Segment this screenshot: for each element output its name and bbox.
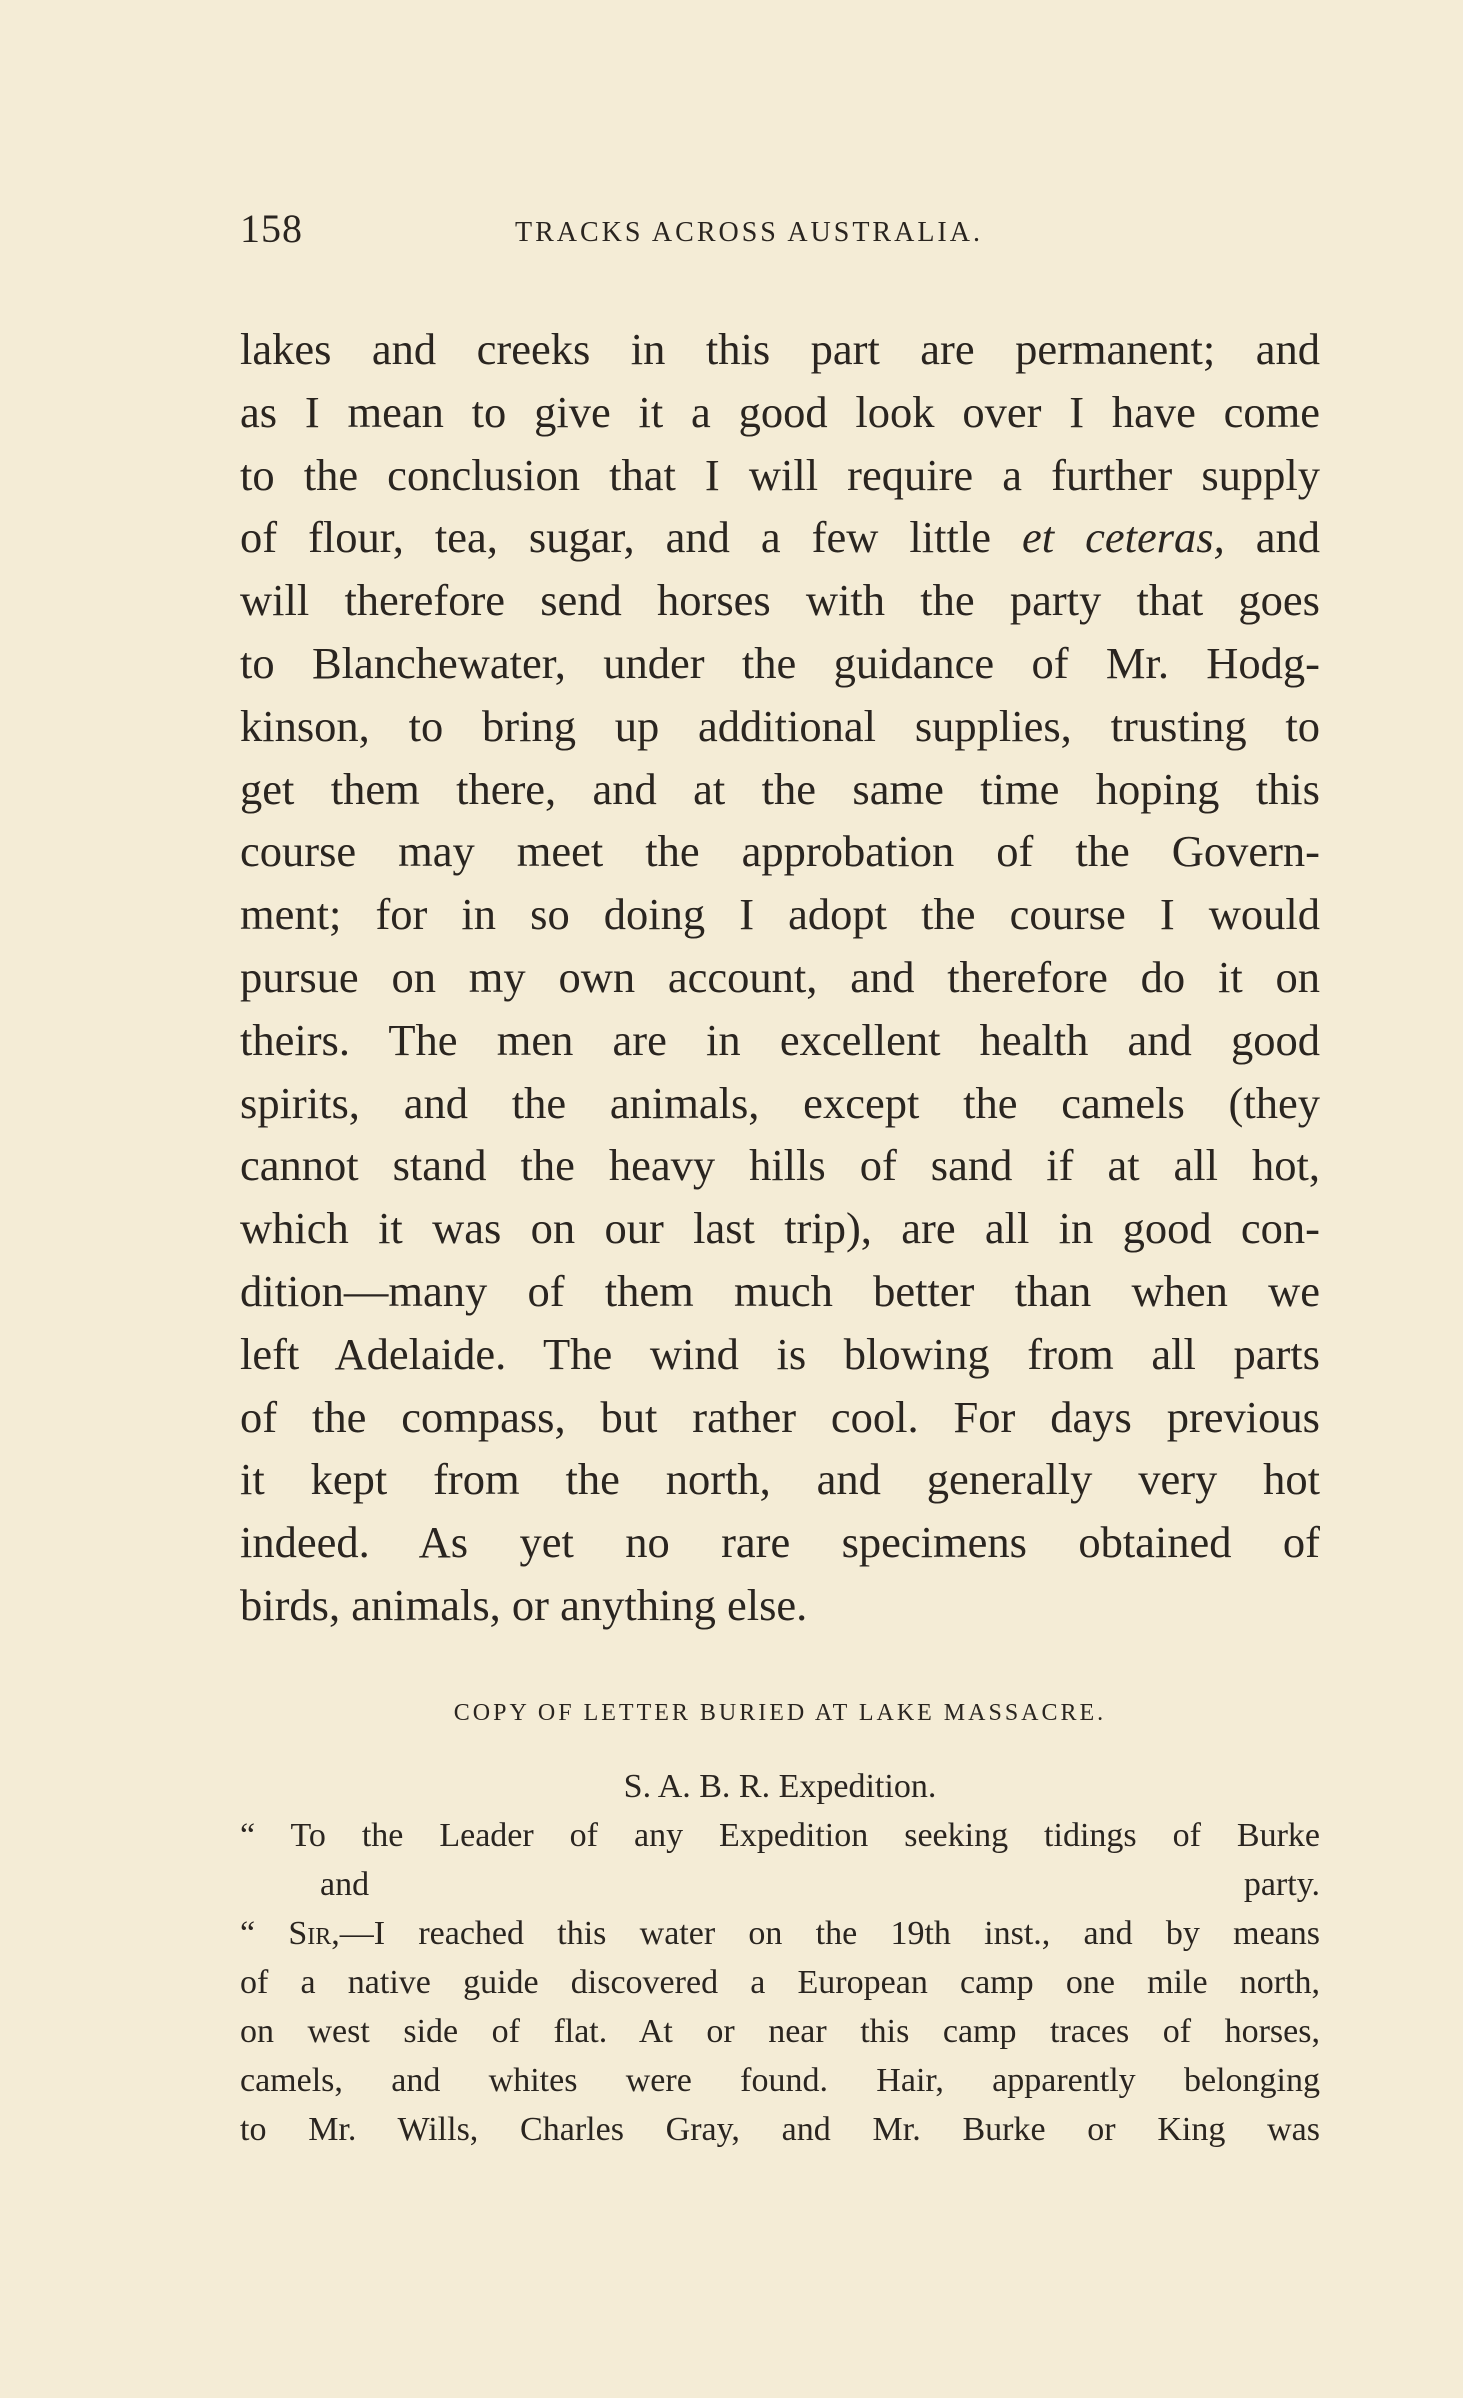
text-line: to Blanchewater, under the guidance of Mr. Hodg- [240,637,1320,688]
text-line: which it was on our last trip), are all in good con- [240,1203,1320,1254]
text-line: left Adelaide. The wind is blowing from all parts [240,1328,1320,1379]
text-line: to the conclusion that I will require a further supply [240,449,1320,500]
text-line: will therefore send horses with the party that goes [240,575,1320,626]
text-line: ment; for in so doing I adopt the course I would [240,889,1320,940]
letter-line: of a native guide discovered a European camp one mile north, [240,1964,1320,2001]
section-heading: COPY OF LETTER BURIED AT LAKE MASSACRE. [453,1700,1107,1726]
text-line: pursue on my own account, and therefore do it on [240,951,1320,1002]
text-line: birds, animals, or anything else. [240,1579,808,1630]
text-line: get them there, and at the same time hoping this [240,763,1320,814]
page-header [240,205,1320,265]
text-line: dition—many of them much better than when we [240,1265,1320,1316]
text-line: it kept from the north, and generally very hot [240,1454,1320,1505]
text-line: lakes and creeks in this part are permanent; and [240,324,1320,374]
letter-line-rest: —I reached this water on the 19th inst., and by means [339,1915,1321,1952]
letter-line: camels, and whites were found. Hair, apparently belonging [240,2062,1320,2099]
text-line: kinson, to bring up additional supplies, trusting to [240,700,1320,751]
running-head: TRACKS ACROSS AUSTRALIA. [515,217,983,248]
text-line-end: and [1224,512,1320,563]
text-line: indeed. As yet no rare specimens obtained of [240,1517,1320,1568]
text-line: as I mean to give it a good look over I have come [240,386,1320,437]
text-line: theirs. The men are in excellent health and good [240,1014,1320,1065]
letter-address-cont: and party. [320,1866,1320,1903]
text-line: spirits, and the animals, except the camels (they [240,1077,1320,1128]
body-text [240,318,1320,1637]
letter-expedition: S. A. B. R. Expedition. [623,1768,937,1805]
text-line: cannot stand the heavy hills of sand if at all hot, [240,1140,1320,1191]
text-line [240,506,1320,569]
text-line: course may meet the approbation of the Govern- [240,826,1320,877]
letter-address: “ To the Leader of any Expedition seeking tidings of Burke [240,1817,1320,1854]
letter-salutation: “ Sir, [240,1915,340,1952]
text-line-start: of flour, tea, sugar, and a few little [240,512,1022,563]
letter-block [240,1762,1320,2154]
italic-phrase: et ceteras, [1021,512,1225,563]
letter-line [240,1909,1320,1958]
letter-line: on west side of flat. At or near this camp traces of horses, [240,2013,1320,2050]
page-number: 158 [240,206,303,251]
text-line: of the compass, but rather cool. For days previous [240,1391,1320,1442]
letter-line: to Mr. Wills, Charles Gray, and Mr. Burke or King was [240,2111,1320,2148]
